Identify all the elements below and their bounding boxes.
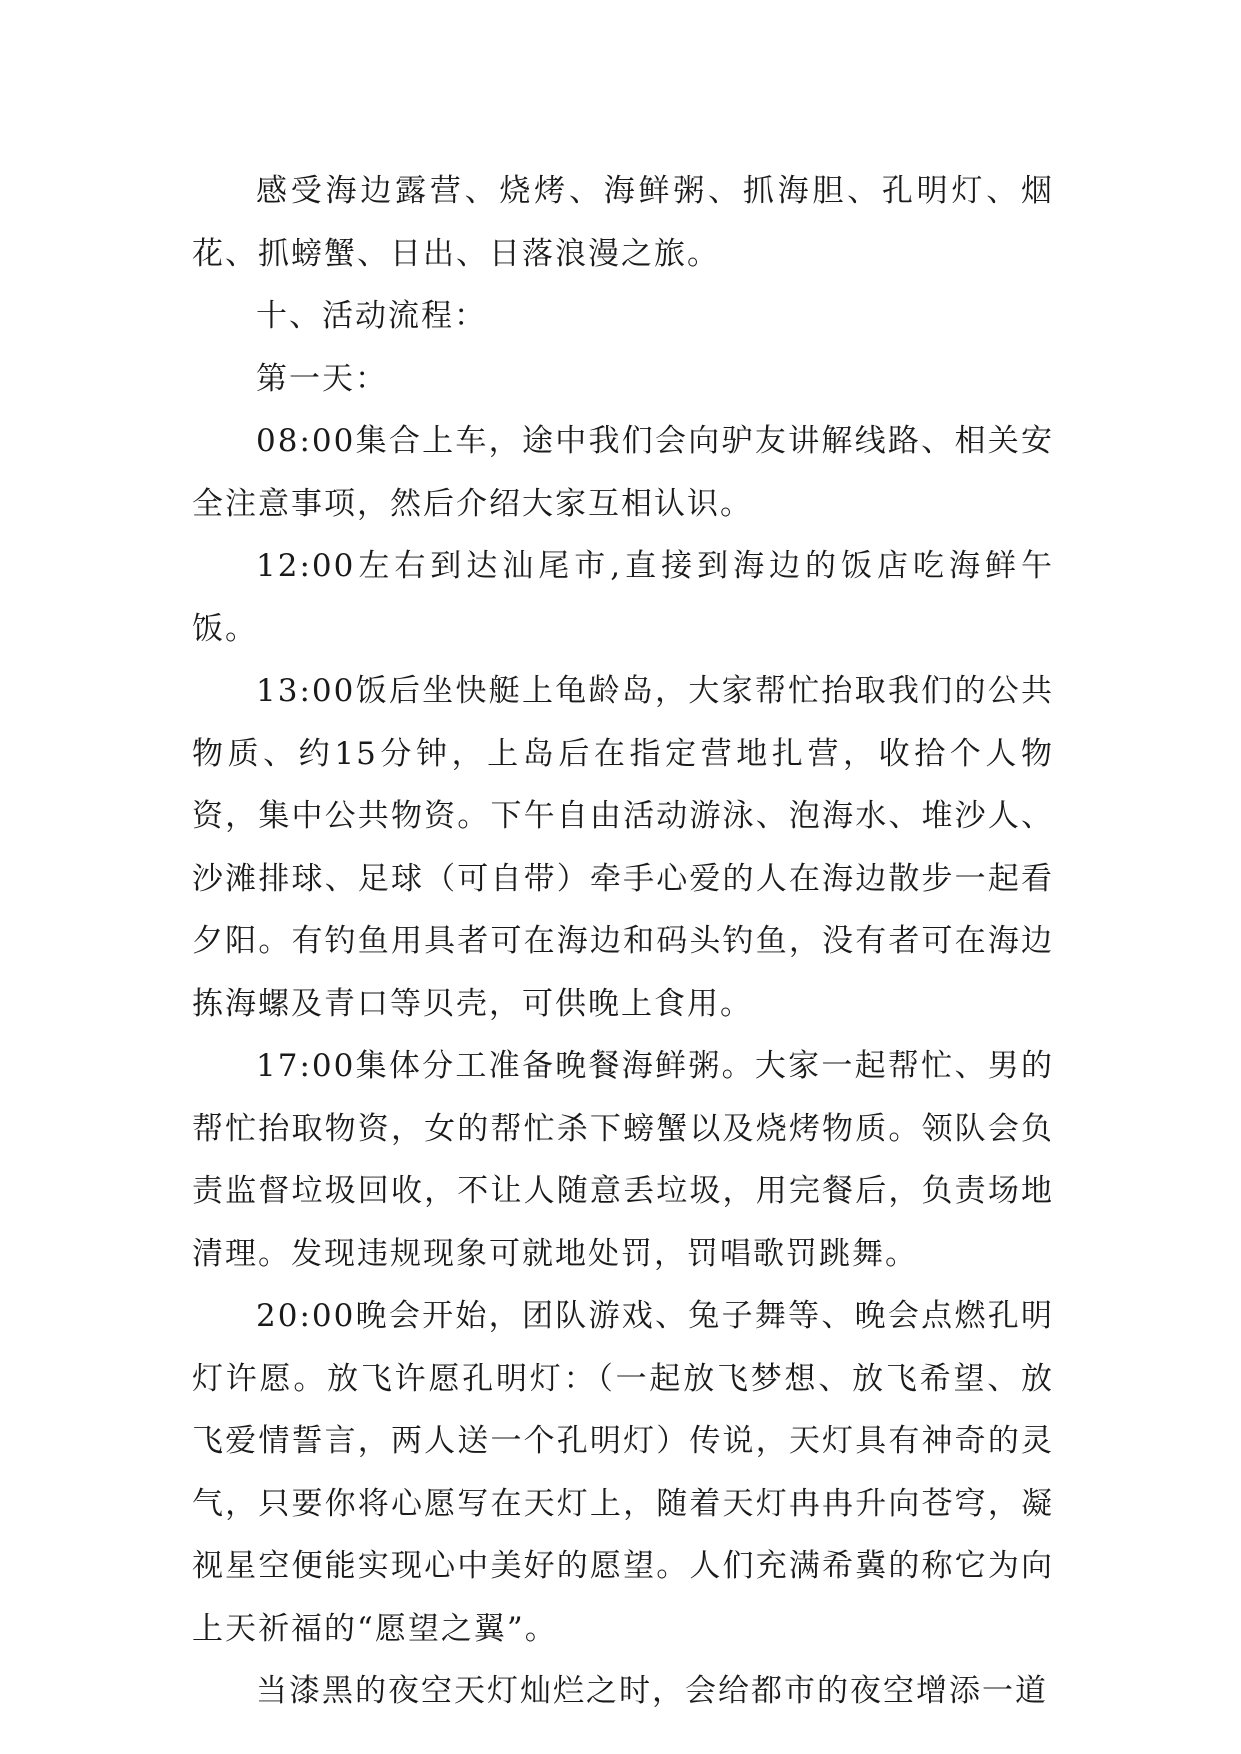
- day-heading: 第一天：: [256, 360, 388, 397]
- paragraph-intro: 感受海边露营、烧烤、海鲜粥、抓海胆、孔明灯、烟花、抓螃蟹、日出、日落浪漫之旅。: [192, 173, 1054, 272]
- paragraph-1700: 17:00集体分工准备晚餐海鲜粥。大家一起帮忙、男的帮忙抬取物资，女的帮忙杀下螃蟹以及烧烤物质。领队会负责监督垃圾回收，不让人随意丢垃圾，用完餐后，负责场地清理。发现违规现象可就地处罚，罚唱歌罚跳舞。: [192, 1048, 1054, 1272]
- paragraph-1300: 13:00饭后坐快艇上龟龄岛，大家帮忙抬取我们的公共物质、约15分钟，上岛后在指定营地扎营，收拾个人物资，集中公共物资。下午自由活动游泳、泡海水、堆沙人、沙滩排球、足球（可自带）牵手心爱的人在海边散步一起看夕阳。有钓鱼用具者可在海边和码头钓鱼，没有者可在海边拣海螺及青口等贝壳，可供晚上食用。: [192, 673, 1054, 1022]
- paragraph-2000: 20:00晚会开始，团队游戏、兔子舞等、晚会点燃孔明灯许愿。放飞许愿孔明灯：（一起放飞梦想、放飞希望、放飞爱情誓言，两人送一个孔明灯）传说，天灯具有神奇的灵气，只要你将心愿写在天灯上，随着天灯冉冉升向苍穹，凝视星空便能实现心中美好的愿望。人们充满希冀的称它为向上天祈福的“愿望之翼”。: [192, 1298, 1054, 1647]
- paragraph-0800: 08:00集合上车，途中我们会向驴友讲解线路、相关安全注意事项，然后介绍大家互相认识。: [192, 423, 1054, 522]
- body-text: [192, 160, 1054, 1723]
- paragraph-lantern: 当漆黑的夜空天灯灿烂之时，会给都市的夜空增添一道: [256, 1673, 1048, 1709]
- section-heading: 十、活动流程：: [256, 298, 487, 334]
- paragraph-1200: 12:00左右到达汕尾市,直接到海边的饭店吃海鲜午饭。: [192, 548, 1054, 647]
